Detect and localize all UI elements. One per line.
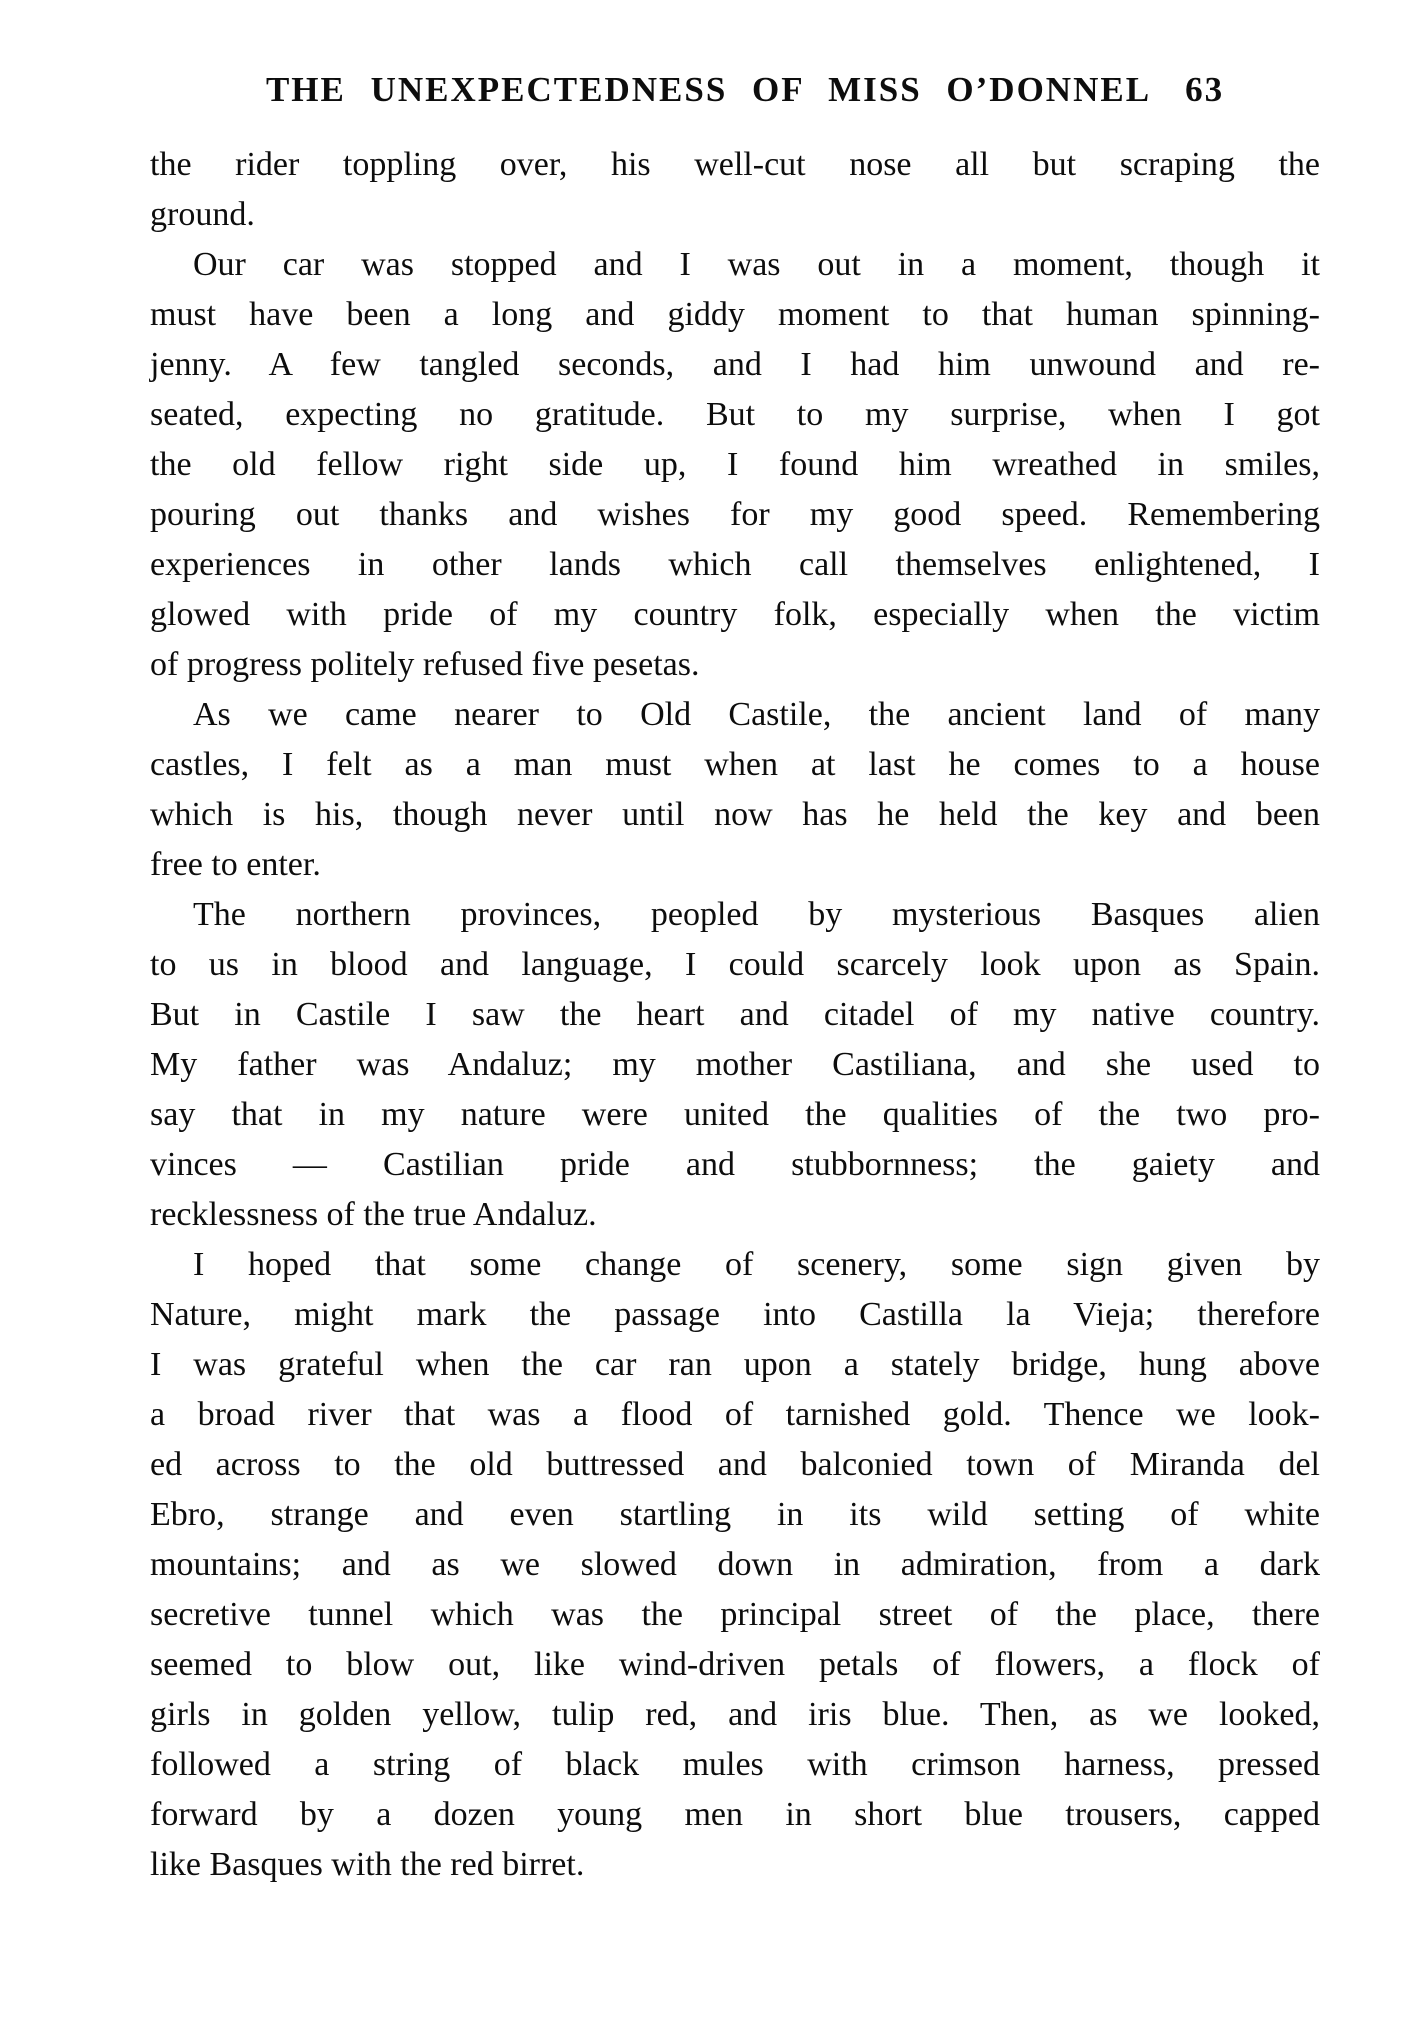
text-line: girls in golden yellow, tulip red, and iris blue. Then, as we looked, <box>150 1696 1320 1733</box>
running-head <box>150 70 1340 120</box>
text-line: Ebro, strange and even startling in its wild setting of white <box>150 1496 1320 1533</box>
text-line: But in Castile I saw the heart and citadel of my native country. <box>150 996 1320 1033</box>
text-line: free to enter. <box>150 846 321 883</box>
text-line: recklessness of the true Andaluz. <box>150 1196 597 1233</box>
text-line: to us in blood and language, I could scarcely look upon as Spain. <box>150 946 1320 983</box>
text-line: As we came nearer to Old Castile, the ancient land of many <box>193 696 1320 733</box>
text-line: a broad river that was a flood of tarnished gold. Thence we look- <box>150 1396 1320 1433</box>
text-line: I hoped that some change of scenery, some sign given by <box>193 1246 1320 1283</box>
paragraph <box>150 140 1320 240</box>
text-line: which is his, though never until now has he held the key and been <box>150 796 1320 833</box>
text-line: castles, I felt as a man must when at last he comes to a house <box>150 746 1320 783</box>
paragraph <box>150 690 1320 890</box>
text-line: I was grateful when the car ran upon a stately bridge, hung above <box>150 1346 1320 1383</box>
text-line: followed a string of black mules with crimson harness, pressed <box>150 1746 1320 1783</box>
text-line: seated, expecting no gratitude. But to my surprise, when I got <box>150 396 1320 433</box>
text-line: of progress politely refused five pesetas. <box>150 646 700 683</box>
text-line: forward by a dozen young men in short blue trousers, capped <box>150 1796 1320 1833</box>
paragraph <box>150 1240 1320 1890</box>
text-line: the old fellow right side up, I found him wreathed in smiles, <box>150 446 1320 483</box>
text-line: pouring out thanks and wishes for my good speed. Remembering <box>150 496 1320 533</box>
text-line: like Basques with the red birret. <box>150 1846 585 1883</box>
text-line: ed across to the old buttressed and balconied town of Miranda del <box>150 1446 1320 1483</box>
page-number: 63 <box>1185 70 1225 109</box>
text-line: seemed to blow out, like wind-driven petals of flowers, a flock of <box>150 1646 1320 1683</box>
text-line: vinces — Castilian pride and stubbornness; the gaiety and <box>150 1146 1320 1183</box>
text-body <box>150 140 1320 1890</box>
text-line: must have been a long and giddy moment to that human spinning- <box>150 296 1320 333</box>
paragraph <box>150 890 1320 1240</box>
text-line: mountains; and as we slowed down in admiration, from a dark <box>150 1546 1320 1583</box>
text-line: say that in my nature were united the qualities of the two pro- <box>150 1096 1320 1133</box>
text-line: experiences in other lands which call themselves enlightened, I <box>150 546 1320 583</box>
text-line: The northern provinces, peopled by mysterious Basques alien <box>193 896 1320 933</box>
text-line: jenny. A few tangled seconds, and I had him unwound and re- <box>150 346 1320 383</box>
text-line: ground. <box>150 196 255 233</box>
text-line: the rider toppling over, his well-cut nose all but scraping the <box>150 146 1320 183</box>
chapter-title: THE UNEXPECTEDNESS OF MISS O’DONNEL <box>265 70 1152 109</box>
paragraph <box>150 240 1320 690</box>
text-line: Our car was stopped and I was out in a moment, though it <box>193 246 1320 283</box>
text-line: secretive tunnel which was the principal street of the place, there <box>150 1596 1320 1633</box>
text-line: glowed with pride of my country folk, especially when the victim <box>150 596 1320 633</box>
text-line: My father was Andaluz; my mother Castiliana, and she used to <box>150 1046 1320 1083</box>
text-line: Nature, might mark the passage into Castilla la Vieja; therefore <box>150 1296 1320 1333</box>
